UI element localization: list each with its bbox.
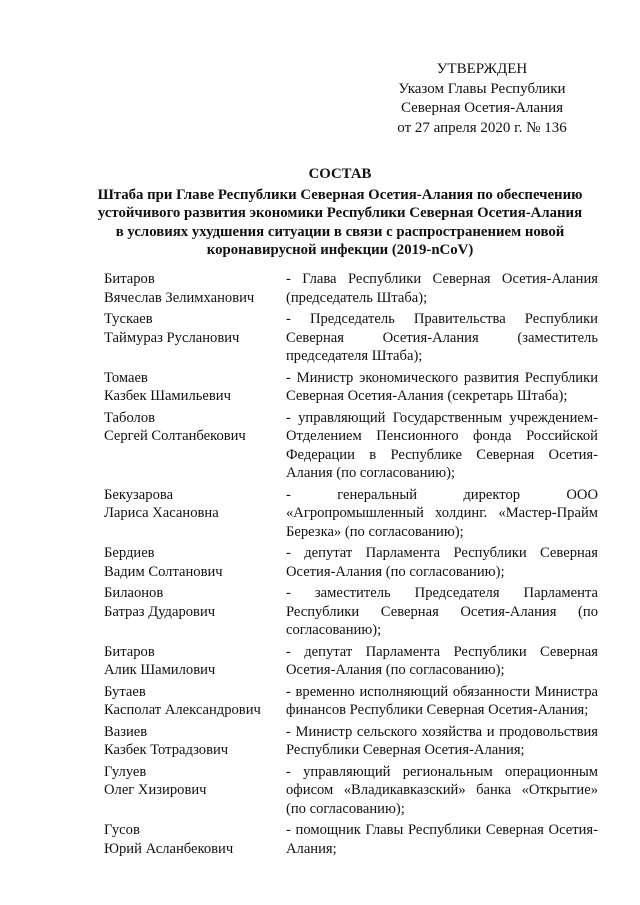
member-row <box>104 369 598 406</box>
member-surname: Тускаев <box>104 311 153 327</box>
member-role: - помощник Главы Республики Северная Осетия-Алания; <box>286 822 598 857</box>
member-row <box>104 643 598 680</box>
member-surname: Таболов <box>104 409 156 426</box>
member-given-names: Сергей Солтанбекович <box>104 428 246 444</box>
member-role: - заместитель Председателя Парламента Республики Северная Осетия-Алания (по согласованию); <box>286 585 598 638</box>
member-surname: Гулуев <box>104 763 147 780</box>
member-row <box>104 270 598 307</box>
member-name <box>104 544 286 581</box>
member-name <box>104 584 286 640</box>
approval-line-3: от 27 апреля 2020 г. № 136 <box>397 119 567 136</box>
member-name <box>104 486 286 542</box>
member-surname: Бутаев <box>104 683 146 700</box>
member-role: - Председатель Правительства Республики Северная Осетия-Алания (заместитель председателя Штаба); <box>286 311 598 364</box>
member-role: - управляющий региональным операционным офисом «Владикавказский» банка «Открытие» (по согласованию); <box>286 763 598 817</box>
member-row <box>104 486 598 542</box>
member-name <box>104 821 286 858</box>
member-given-names: Батраз Дударович <box>104 603 216 620</box>
member-surname: Бекузарова <box>104 486 174 503</box>
approval-stamp <box>372 60 592 138</box>
member-row <box>104 763 598 819</box>
member-name <box>104 409 286 483</box>
approval-line-2: Северная Осетия-Алания <box>400 100 564 116</box>
member-given-names: Касполат Александрович <box>104 702 261 718</box>
member-given-names: Юрий Асланбекович <box>104 840 234 857</box>
member-given-names: Лариса Хасановна <box>104 505 219 521</box>
member-role: - Министр экономического развития Республики Северная Осетия-Алания (секретарь Штаба); <box>286 369 598 404</box>
member-role: - депутат Парламента Республики Северная Осетия-Алания (по согласованию); <box>286 545 598 580</box>
member-given-names: Казбек Тотрадзович <box>104 742 229 758</box>
member-name <box>104 643 286 680</box>
approval-status: УТВЕРЖДЕН <box>436 61 528 77</box>
member-role: - временно исполняющий обязанности Министра финансов Республики Северная Осетия-Алания; <box>286 683 598 718</box>
member-row <box>104 584 598 640</box>
member-role: - депутат Парламента Республики Северная Осетия-Алания (по согласованию); <box>286 643 598 678</box>
members-list <box>104 270 598 861</box>
member-name <box>104 270 286 307</box>
member-role: - Министр сельского хозяйства и продовольствия Республики Северная Осетия-Алания; <box>286 723 598 758</box>
member-name <box>104 310 286 366</box>
member-given-names: Вячеслав Зелимханович <box>104 289 255 306</box>
member-role: - управляющий Государственным учреждением-Отделением Пенсионного фонда Российской Федерации в Республике Северная Осетия-Алания (по согласованию); <box>286 409 598 481</box>
title-subtitle: Штаба при Главе Республики Северная Осетия-Алания по обеспечению устойчивого развития экономики Республики Северная Осетия-Алания в условиях ухудшения ситуации в связи с распространением новой коронавирусной инфекции (2019-nCoV) <box>97 186 583 259</box>
member-row <box>104 544 598 581</box>
member-surname: Битаров <box>104 271 155 287</box>
member-surname: Битаров <box>104 643 155 660</box>
member-surname: Билаонов <box>104 585 164 601</box>
member-surname: Томаев <box>104 369 148 386</box>
title-heading: СОСТАВ <box>308 166 372 182</box>
document-title <box>96 165 584 260</box>
member-role: - генеральный директор ООО «Агропромышленный холдинг. «Мастер-Прайм Березка» (по согласованию); <box>286 486 598 540</box>
member-given-names: Таймураз Русланович <box>104 329 240 346</box>
member-row <box>104 821 598 858</box>
member-name <box>104 683 286 720</box>
member-row <box>104 723 598 760</box>
member-surname: Бердиев <box>104 545 155 561</box>
member-given-names: Вадим Солтанович <box>104 563 223 580</box>
member-name <box>104 369 286 406</box>
member-row <box>104 409 598 483</box>
member-name <box>104 763 286 819</box>
member-row <box>104 310 598 366</box>
member-surname: Гусов <box>104 822 140 838</box>
member-name <box>104 723 286 760</box>
member-given-names: Олег Хизирович <box>104 782 207 798</box>
member-surname: Вазиев <box>104 723 148 740</box>
member-role: - Глава Республики Северная Осетия-Алания (председатель Штаба); <box>286 271 598 306</box>
member-given-names: Казбек Шамильевич <box>104 388 231 404</box>
member-row <box>104 683 598 720</box>
member-given-names: Алик Шамилович <box>104 662 216 678</box>
approval-line-1: Указом Главы Республики <box>398 80 566 97</box>
